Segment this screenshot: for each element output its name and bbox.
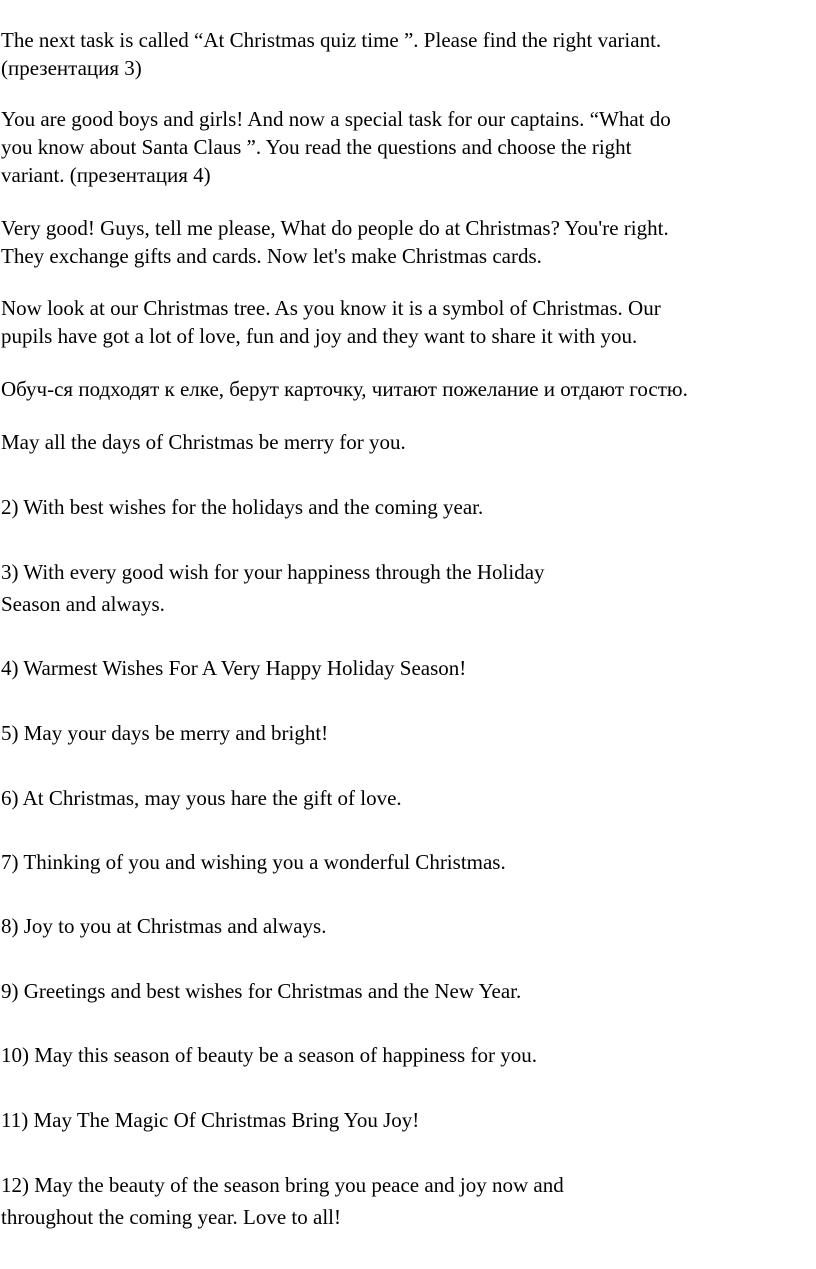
text-line: Now look at our Christmas tree. As you know it is a symbol of Christmas. Our	[1, 296, 661, 320]
wish-item-12	[1, 1169, 564, 1233]
text-line: 8) Joy to you at Christmas and always.	[1, 914, 327, 938]
text-line: 12) May the beauty of the season bring you peace and joy now and	[1, 1173, 564, 1197]
text-line: Season and always.	[1, 592, 165, 616]
paragraph-russian-instruction	[1, 375, 688, 403]
text-line: throughout the coming year. Love to all!	[1, 1205, 341, 1229]
text-line: you know about Santa Claus ”. You read the questions and choose the right	[1, 135, 632, 159]
text-line: 4) Warmest Wishes For A Very Happy Holiday Season!	[1, 656, 467, 680]
wish-item-9	[1, 975, 521, 1007]
text-line: Обуч-ся подходят к елке, берут карточку, читают пожелание и отдают гостю.	[1, 377, 688, 401]
text-line: The next task is called “At Christmas quiz time ”. Please find the right variant.	[1, 28, 662, 52]
wish-item-8	[1, 910, 326, 942]
wish-item-4	[1, 652, 466, 684]
text-line: 9) Greetings and best wishes for Christmas and the New Year.	[1, 979, 522, 1003]
text-line: 5) May your days be merry and bright!	[1, 721, 329, 745]
wish-item-6	[1, 782, 402, 814]
text-line: 10) May this season of beauty be a season of happiness for you.	[1, 1043, 537, 1067]
text-line: They exchange gifts and cards. Now let's make Christmas cards.	[1, 244, 542, 268]
wish-item-7	[1, 846, 506, 878]
text-line: variant. (презентация 4)	[1, 163, 211, 187]
text-line: 2) With best wishes for the holidays and the coming year.	[1, 495, 484, 519]
wish-item-5	[1, 717, 328, 749]
text-line: 7) Thinking of you and wishing you a wonderful Christmas.	[1, 850, 506, 874]
text-line: pupils have got a lot of love, fun and joy and they want to share it with you.	[1, 324, 638, 348]
paragraph-quiz-task	[1, 26, 661, 82]
text-line: Very good! Guys, tell me please, What do people do at Christmas? You're right.	[1, 216, 669, 240]
text-line: You are good boys and girls! And now a special task for our captains. “What do	[1, 107, 671, 131]
paragraph-captains-task	[1, 105, 671, 189]
text-line: May all the days of Christmas be merry for you.	[1, 430, 406, 454]
paragraph-christmas-cards	[1, 214, 669, 270]
paragraph-christmas-tree	[1, 294, 661, 350]
wish-item-11	[1, 1104, 419, 1136]
text-line: 6) At Christmas, may yous hare the gift of love.	[1, 786, 402, 810]
text-line: (презентация 3)	[1, 56, 142, 80]
wish-item-1	[1, 426, 406, 458]
text-line: 3) With every good wish for your happiness through the Holiday	[1, 560, 545, 584]
wish-item-2	[1, 491, 483, 523]
wish-item-10	[1, 1039, 537, 1071]
text-line: 11) May The Magic Of Christmas Bring You Joy!	[1, 1108, 420, 1132]
wish-item-3	[1, 556, 545, 620]
